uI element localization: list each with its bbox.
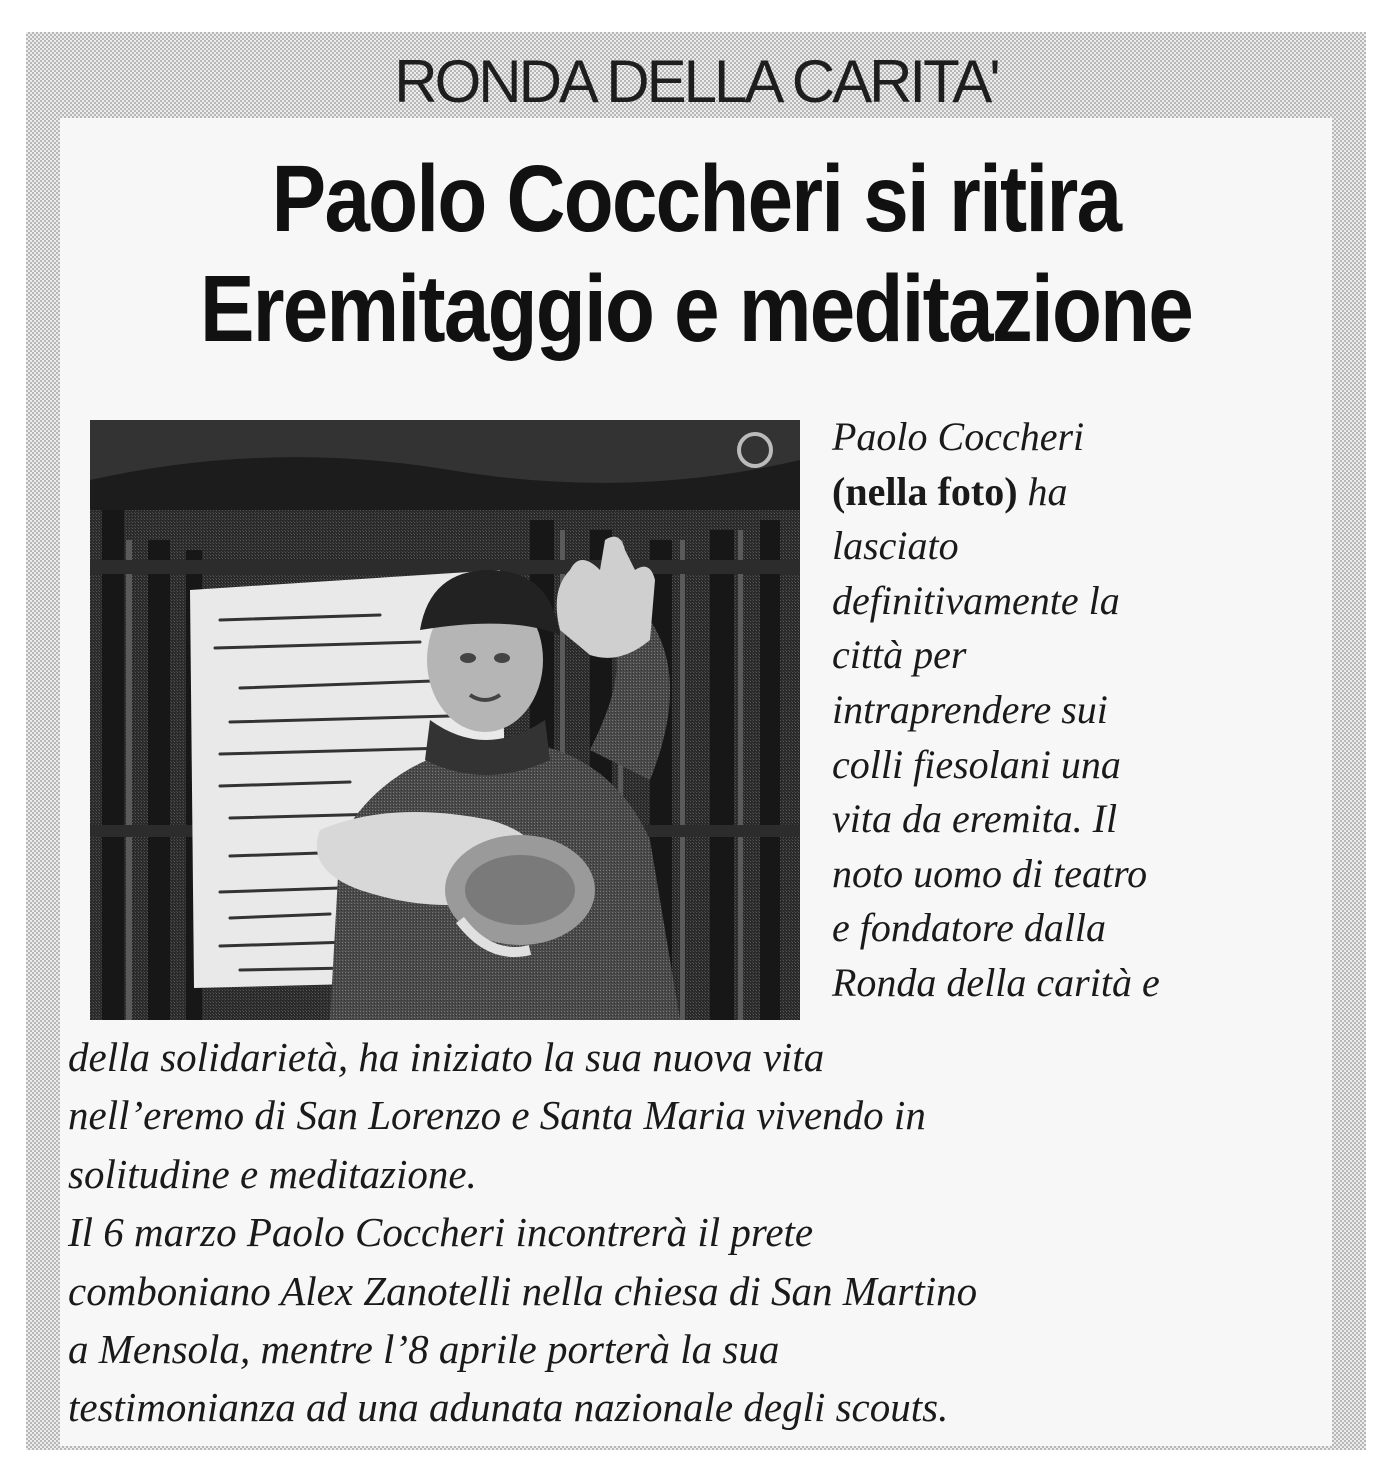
body-line: vita da eremita. Il [832, 796, 1118, 842]
article-panel [60, 118, 1332, 1446]
body-line: nell’eremo di San Lorenzo e Santa Maria vivendo in [68, 1092, 926, 1139]
body-line: a Mensola, mentre l’8 aprile porterà la sua [68, 1325, 780, 1372]
body-line: Ronda della carità e [832, 959, 1160, 1005]
body-line: e fondatore dalla [832, 905, 1107, 951]
article-body-full-width [68, 1028, 1328, 1437]
body-line: intraprendere sui [832, 686, 1108, 732]
body-line: comboniano Alex Zanotelli nella chiesa di San Martino [68, 1267, 978, 1314]
body-line: Paolo Coccheri [832, 414, 1085, 459]
photo-of-man-waving-icon [90, 420, 800, 1020]
article-photo [90, 420, 800, 1020]
section-kicker: RONDA DELLA CARITA' [394, 48, 998, 115]
article-body-side-column [832, 410, 1312, 1011]
newspaper-clipping [26, 32, 1366, 1450]
body-line: lasciato [832, 523, 959, 569]
headline-line-1: Paolo Coccheri si ritira [271, 146, 1121, 252]
body-line: città per [832, 632, 967, 678]
body-line: noto uomo di teatro [832, 850, 1148, 896]
body-line: Il 6 marzo Paolo Coccheri incontrerà il prete [68, 1209, 814, 1256]
body-line: definitivamente la [832, 577, 1120, 623]
body-line: solitudine e meditazione. [68, 1150, 477, 1197]
body-line: colli fiesolani una [832, 741, 1121, 787]
body-line: (nella foto) ha [832, 468, 1068, 514]
photo-reference: (nella foto) [832, 468, 1018, 514]
headline-line-2: Eremitaggio e meditazione [199, 256, 1193, 362]
body-line: della solidarietà, ha iniziato la sua nuova vita [68, 1034, 825, 1080]
body-line: testimonianza ad una adunata nazionale degli scouts. [68, 1384, 949, 1431]
